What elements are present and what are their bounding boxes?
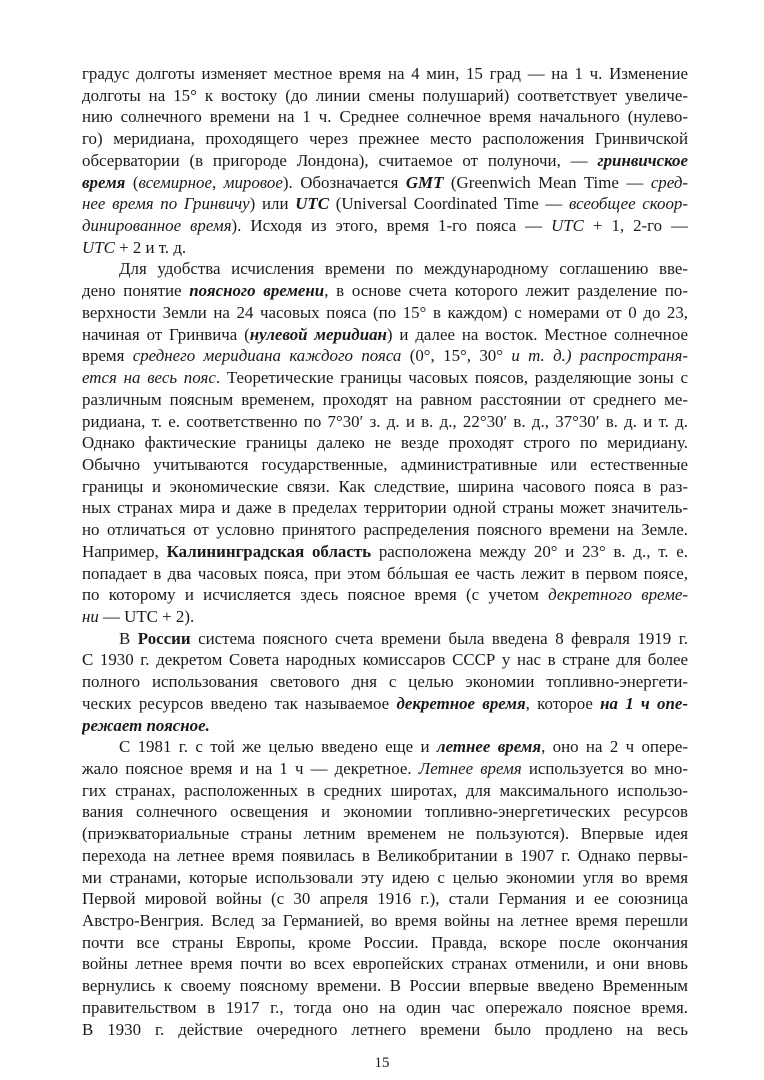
text-line — [82, 128, 688, 150]
text-run: перехода на летнее время появилась в Великобритании в 1907 г. Однако первы- — [82, 845, 688, 865]
text-line — [82, 541, 688, 563]
text-line — [82, 280, 688, 302]
text-line — [82, 671, 688, 693]
text-line — [82, 997, 688, 1019]
text-line — [82, 432, 688, 454]
text-line — [82, 736, 688, 758]
text-run: по которому и исчисляется здесь поясное время (с учетом — [82, 585, 549, 605]
text-line — [82, 150, 688, 172]
text-run: используется во мно- — [521, 759, 688, 778]
text-run: верхности Земли на 24 часовых пояса (по 15° в каждом) с номерами от 0 до 23, — [82, 302, 688, 322]
text-run: но отличаться от условно принятого распределения поясного времени на Земле. — [82, 520, 688, 540]
italic-text-run: UTC — [82, 237, 115, 257]
bold-italic-term: GMT — [405, 172, 444, 192]
text-line — [82, 389, 688, 411]
page-body-text — [82, 63, 688, 1040]
text-run: время — [82, 346, 133, 366]
text-line — [82, 953, 688, 975]
text-run: границы и экономические связи. Как следствие, ширина часового пояса в раз- — [82, 476, 688, 496]
text-run: вания солнечного освещения и экономии топливно-энергетических ресурсов — [82, 802, 688, 822]
text-run: ридиана, т. е. соответственно по 7°30′ з. д. и в. д., 22°30′ в. д., 37°30′ в. д. и т. д. — [82, 411, 688, 431]
text-line — [82, 606, 688, 628]
text-run: + 2 и т. д. — [114, 237, 187, 257]
text-run: — UTC + 2). — [98, 606, 195, 626]
text-line — [82, 237, 688, 259]
bold-italic-term: UTC — [295, 194, 330, 214]
text-run: Например, — [82, 541, 167, 561]
italic-text-run: динированное время — [82, 216, 232, 236]
bold-text-run: Калининградская область — [166, 541, 372, 561]
text-line — [82, 85, 688, 107]
text-line — [82, 975, 688, 997]
italic-text-run: всемирное, мировое — [138, 172, 283, 192]
italic-text-run: нее время по Гринвичу — [82, 194, 250, 214]
italic-text-run: сред- — [650, 172, 688, 192]
text-line — [82, 172, 688, 194]
text-run: + 1, 2-го — — [583, 216, 688, 236]
text-run: , оно на 2 ч опере- — [541, 737, 688, 757]
text-run: ми странами, которые использовали эту идею с целью экономии угля во время — [82, 867, 688, 887]
text-run: (Universal Coordinated Time — — [329, 194, 570, 214]
text-line — [82, 823, 688, 845]
text-run: ( — [125, 172, 139, 192]
text-line — [82, 867, 688, 889]
text-run: Однако фактические границы далеко не везде проходят строго по меридиану. — [82, 433, 688, 453]
text-line — [82, 367, 688, 389]
text-run: долготы на 15° к востоку (до линии смены полушарий) соответствует увеличе- — [82, 85, 688, 105]
italic-text-run: ни — [82, 606, 99, 626]
text-run: . Теоретические границы часовых поясов, разделяющие зоны с — [215, 368, 688, 388]
text-line — [82, 932, 688, 954]
text-run: ) или — [249, 194, 296, 214]
text-line — [82, 258, 688, 280]
text-line — [82, 758, 688, 780]
text-line — [82, 411, 688, 433]
italic-text-run: Летнее время — [418, 759, 522, 778]
text-run: ) и далее на восток. Местное солнечное — [386, 324, 688, 344]
text-run: (0°, 15°, 30° — [401, 346, 512, 366]
bold-italic-term: на 1 ч опе- — [600, 693, 688, 713]
text-line — [82, 63, 688, 85]
text-run: обсерватории (в пригороде Лондона), считаемое от полуночи, — — [82, 150, 598, 170]
text-run: В — [119, 628, 138, 648]
text-run: (приэкваториальные страны летним временем не пользуются). Впервые идея — [82, 824, 688, 844]
italic-text-run: среднего меридиана каждого пояса — [132, 346, 402, 366]
text-run: В 1930 г. действие очередного летнего времени было продлено на весь — [82, 1019, 688, 1039]
text-line — [82, 693, 688, 715]
text-line — [82, 345, 688, 367]
text-run: жало поясное время и на 1 ч — декретное. — [82, 759, 419, 778]
text-run: , в основе счета которого лежит разделение по- — [324, 281, 688, 301]
text-run: правительством в 1917 г., тогда оно на один час опережало поясное время. — [82, 997, 688, 1017]
text-line — [82, 302, 688, 324]
text-run: начиная от Гринвича ( — [82, 324, 250, 344]
text-line — [82, 888, 688, 910]
text-run: различным поясным временем, проходят на равном расстоянии от среднего ме- — [82, 389, 688, 409]
bold-italic-term: летнее время — [436, 737, 542, 757]
text-run: вернулись к своему поясному времени. В России впервые введено Временным — [82, 976, 688, 996]
bold-italic-term: декретное время — [396, 693, 526, 713]
text-line — [82, 845, 688, 867]
text-line — [82, 910, 688, 932]
text-run: го) меридиана, проходящего через прежнее место расположения Гринвичской — [82, 129, 688, 149]
bold-italic-term: поясного времени — [189, 281, 325, 301]
text-line — [82, 563, 688, 585]
text-run: Австро-Венгрия. Вслед за Германией, во время войны на летнее время перешли — [82, 911, 688, 931]
text-run: войны летнее время почти во всех европейских странах отменили, и они вновь — [82, 954, 688, 974]
text-run: расположена между 20° и 23° в. д., т. е. — [371, 541, 688, 561]
bold-italic-term: режает поясное. — [82, 715, 210, 735]
italic-text-run: и т. д.) распространя- — [511, 346, 688, 366]
text-run: Первой мировой войны (с 30 апреля 1916 г.), стали Германия и ее союзница — [82, 889, 688, 909]
text-line — [82, 106, 688, 128]
text-line — [82, 715, 688, 737]
italic-text-run: UTC — [551, 216, 584, 236]
text-line — [82, 476, 688, 498]
text-line — [82, 215, 688, 237]
text-run: Обычно учитываются государственные, административные или естественные — [82, 454, 688, 474]
text-line — [82, 193, 688, 215]
italic-text-run: декретного време- — [548, 585, 688, 605]
text-run: (Greenwich Mean Time — — [443, 172, 651, 192]
text-run: , которое — [525, 693, 601, 713]
text-run: почти все страны Европы, кроме России. Правда, вскоре после окончания — [82, 932, 688, 952]
text-run: система поясного счета времени была введена 8 февраля 1919 г. — [190, 628, 688, 648]
text-line — [82, 801, 688, 823]
text-run: полного использования светового дня с целью экономии топливно-энергети- — [82, 672, 688, 692]
text-line — [82, 324, 688, 346]
text-run: гих странах, расположенных в средних широтах, для максимального использо- — [82, 780, 688, 800]
text-run: нию солнечного времени на 1 ч. Среднее солнечное время начального (нулево- — [82, 107, 688, 127]
text-run: С 1981 г. с той же целью введено еще и — [119, 737, 437, 757]
text-line — [82, 628, 688, 650]
text-run: ных странах мира и даже в пределах территории одной страны может значитель- — [82, 498, 688, 518]
text-run: Для удобства исчисления времени по международному соглашению вве- — [119, 259, 688, 279]
text-line — [82, 1019, 688, 1041]
bold-italic-term: время — [82, 172, 126, 192]
text-line — [82, 649, 688, 671]
text-run: попадает в два часовых пояса, при этом бóльшая ее часть лежит в первом поясе, — [82, 563, 688, 583]
text-run: С 1930 г. декретом Совета народных комиссаров СССР у нас в стране для более — [82, 650, 688, 670]
text-run: градус долготы изменяет местное время на 4 мин, 15 град — на 1 ч. Изменение — [82, 64, 688, 83]
italic-text-run: всеобщее скоор- — [569, 194, 688, 214]
text-line — [82, 454, 688, 476]
text-line — [82, 497, 688, 519]
text-line — [82, 584, 688, 606]
text-run: ческих ресурсов введено так называемое — [82, 693, 397, 713]
text-line — [82, 519, 688, 541]
bold-text-run: России — [137, 628, 191, 648]
text-line — [82, 780, 688, 802]
text-run: ). Исходя из этого, время 1-го пояса — — [231, 216, 552, 236]
text-run: дено понятие — [82, 281, 190, 301]
bold-italic-term: гринвичское — [597, 150, 688, 170]
bold-italic-term: нулевой меридиан — [249, 324, 387, 344]
text-run: ). Обозначается — [282, 172, 406, 192]
italic-text-run: ется на весь пояс — [82, 368, 216, 388]
page-number: 15 — [374, 1055, 390, 1071]
